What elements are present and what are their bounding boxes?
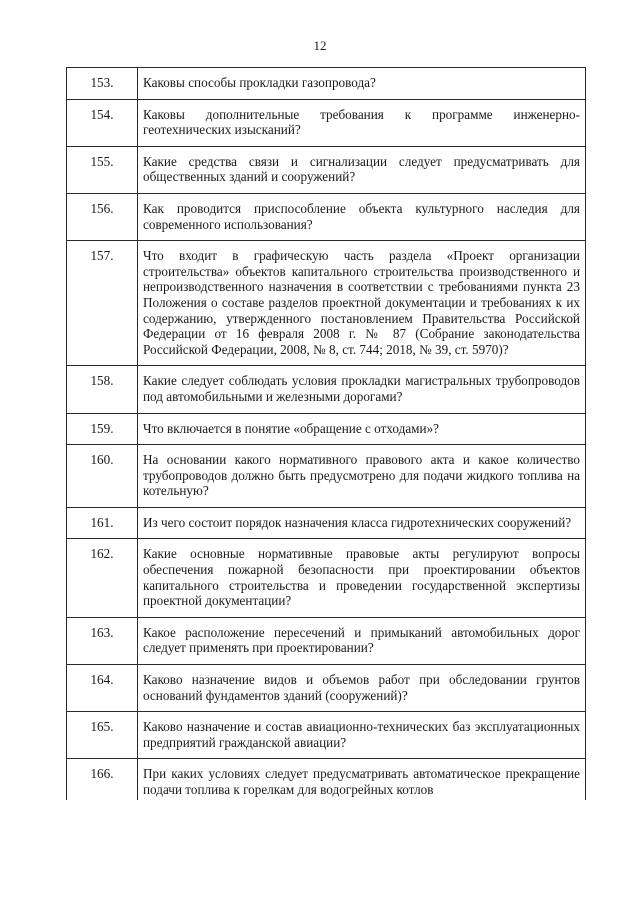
- question-number: 160.: [67, 445, 138, 508]
- question-text: Каковы способы прокладки газопровода?: [138, 68, 586, 100]
- table-row: [67, 366, 586, 413]
- question-number: 155.: [67, 146, 138, 193]
- question-text: Каково назначение и состав авиационно-технических баз эксплуатационных предприятий гражданской авиации?: [138, 712, 586, 759]
- question-number: 164.: [67, 665, 138, 712]
- question-text: Что включается в понятие «обращение с отходами»?: [138, 413, 586, 445]
- table-row: [67, 99, 586, 146]
- table-row: [67, 146, 586, 193]
- question-text: Каковы дополнительные требования к программе инженерно-геотехнических изысканий?: [138, 99, 586, 146]
- question-number: 163.: [67, 617, 138, 664]
- table-row: [67, 617, 586, 664]
- question-number: 166.: [67, 759, 138, 800]
- table-row: [67, 539, 586, 617]
- table-row: [67, 507, 586, 539]
- question-text: Как проводится приспособление объекта культурного наследия для современного использования?: [138, 193, 586, 240]
- table-row: [67, 665, 586, 712]
- question-number: 156.: [67, 193, 138, 240]
- question-text: Из чего состоит порядок назначения класса гидротехнических сооружений?: [138, 507, 586, 539]
- question-number: 158.: [67, 366, 138, 413]
- question-number: 154.: [67, 99, 138, 146]
- question-text: Какое расположение пересечений и примыканий автомобильных дорог следует применять при проектировании?: [138, 617, 586, 664]
- question-number: 159.: [67, 413, 138, 445]
- question-text: При каких условиях следует предусматривать автоматическое прекращение подачи топлива к горелкам для водогрейных котлов: [138, 759, 586, 800]
- question-number: 153.: [67, 68, 138, 100]
- table-row: [67, 445, 586, 508]
- question-number: 162.: [67, 539, 138, 617]
- question-number: 165.: [67, 712, 138, 759]
- table-row: [67, 68, 586, 100]
- question-text: На основании какого нормативного правового акта и какое количество трубопроводов должно быть предусмотрено для подачи жидкого топлива на котельную?: [138, 445, 586, 508]
- question-text: Какие средства связи и сигнализации следует предусматривать для общественных зданий и сооружений?: [138, 146, 586, 193]
- table-row: [67, 193, 586, 240]
- table-row: [67, 241, 586, 366]
- question-number: 157.: [67, 241, 138, 366]
- table-row: [67, 712, 586, 759]
- table-row: [67, 413, 586, 445]
- question-text: Какие основные нормативные правовые акты регулируют вопросы обеспечения пожарной безопасности при проектировании объектов капитального строительства и проведении государственной экспертизы проектной документации?: [138, 539, 586, 617]
- question-text: Каково назначение видов и объемов работ при обследовании грунтов оснований фундаментов зданий (сооружений)?: [138, 665, 586, 712]
- question-number: 161.: [67, 507, 138, 539]
- question-text: Что входит в графическую часть раздела «Проект организации строительства» объектов капитального строительства производственного и непроизводственного назначения в соответствии с требованиями пункта 23 Положения о составе разделов проектной документации и требованиях к их содержанию, утвержденного постановлением Правительства Российской Федерации от 16 февраля 2008 г. № 87 (Собрание законодательства Российской Федерации, 2008, № 8, ст. 744; 2018, № 39, ст. 5970)?: [138, 241, 586, 366]
- question-text: Какие следует соблюдать условия прокладки магистральных трубопроводов под автомобильными и железными дорогами?: [138, 366, 586, 413]
- table-row: [67, 759, 586, 800]
- page-number: 12: [313, 38, 327, 53]
- questions-table: [66, 67, 586, 800]
